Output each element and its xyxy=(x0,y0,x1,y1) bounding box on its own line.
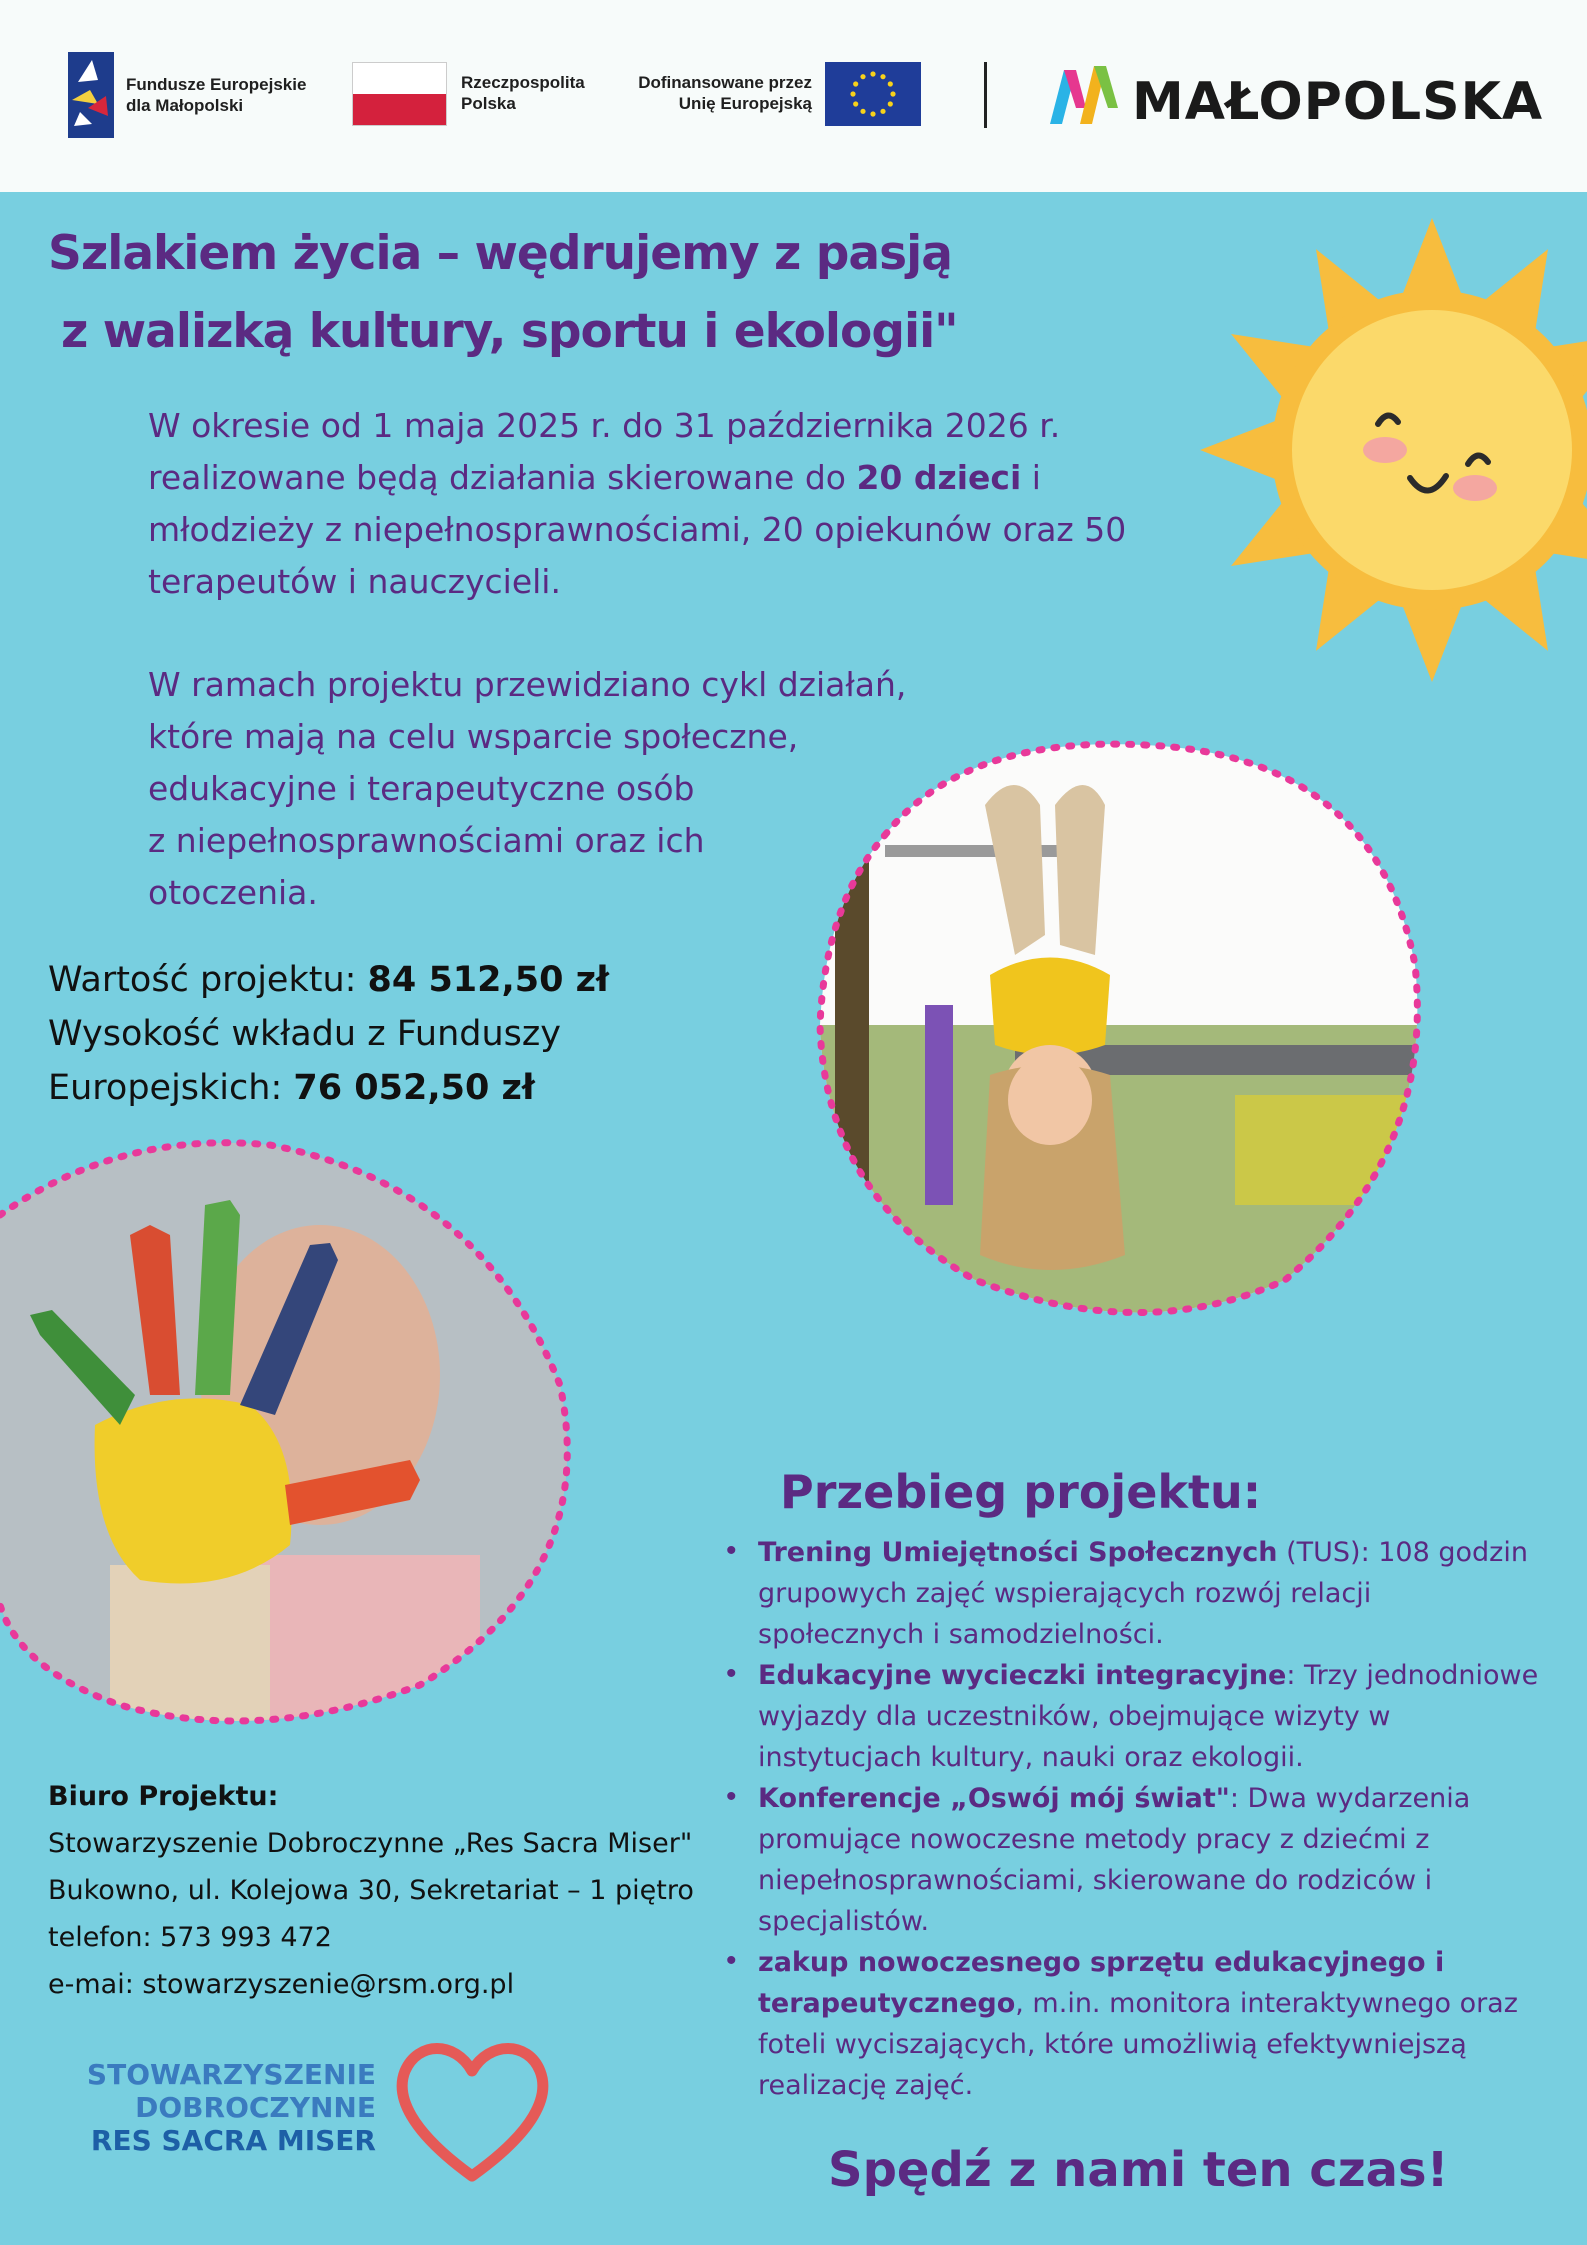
eu-star xyxy=(880,74,885,79)
intro-p1-line3: młodzieży z niepełnosprawnościami, 20 opiekunów oraz 50 xyxy=(148,510,1127,549)
bullet-icon: • xyxy=(726,1657,737,1690)
eu-star xyxy=(888,81,893,86)
fe-line2: dla Małopolski xyxy=(126,96,244,115)
office-address: Bukowno, ul. Kolejowa 30, Sekretariat – 1 piętro xyxy=(48,1875,694,1906)
eu-logo-text xyxy=(620,72,812,114)
intro-p2-line2: które mają na celu wsparcie społeczne, xyxy=(148,717,799,756)
eu-star xyxy=(880,109,885,114)
malopolska-logo-icon xyxy=(1050,62,1120,126)
rsm-logo-text: STOWARZYSZENIE DOBROCZYNNE RES SACRA MISER xyxy=(86,2058,376,2157)
przebieg-heading: Przebieg projektu: xyxy=(780,1465,1262,1519)
eu-line1: Dofinansowane przez xyxy=(638,73,812,92)
page-title xyxy=(48,226,958,360)
bullet-icon: • xyxy=(726,1944,737,1977)
rp-logo-text xyxy=(461,72,585,114)
fe-logo-text xyxy=(126,74,306,116)
office-org-name: Stowarzyszenie Dobroczynne „Res Sacra Miser" xyxy=(48,1828,693,1859)
photo-painted-hand xyxy=(0,1125,590,1735)
project-value: Wartość projektu: 84 512,50 zł Wysokość wkładu z Funduszy Europejskich: 76 052,50 zł xyxy=(48,960,610,1108)
project-value-amount: 84 512,50 zł xyxy=(367,960,610,1000)
eu-star xyxy=(860,109,865,114)
call-to-action: Spędź z nami ten czas! xyxy=(828,2142,1449,2198)
office-heading: Biuro Projektu: xyxy=(48,1781,279,1812)
eu-star xyxy=(890,91,895,96)
rp-line2: Polska xyxy=(461,94,516,113)
office-email: e-mai: stowarzyszenie@rsm.org.pl xyxy=(48,1969,515,2000)
eu-star xyxy=(870,71,875,76)
intro-p1-line4: terapeutów i nauczycieli. xyxy=(148,562,561,601)
malopolska-text: MAŁOPOLSKA xyxy=(1132,72,1544,132)
bullet-icon: • xyxy=(726,1534,737,1567)
eu-star xyxy=(888,101,893,106)
eu-flag-icon xyxy=(825,62,921,126)
eu-star xyxy=(853,101,858,106)
eu-star xyxy=(860,74,865,79)
bullet-icon: • xyxy=(726,1780,737,1813)
rp-line1: Rzeczpospolita xyxy=(461,73,585,92)
intro-paragraph-1 xyxy=(148,400,1208,608)
intro-p1-line1: W okresie od 1 maja 2025 r. do 31 października 2026 r. xyxy=(148,406,1061,445)
intro-p2-line1: W ramach projektu przewidziano cykl działań, xyxy=(148,665,907,704)
fe-logo-icon xyxy=(68,52,114,138)
przebieg-item-2: Edukacyjne wycieczki integracyjne: Trzy jednodniowe wyjazdy dla uczestników, obejmujące wizyty w instytucjach kultury, nauki oraz ekologii. xyxy=(758,1660,1539,1773)
intro-p1-line2: realizowane będą działania skierowane do 20 dzieci i xyxy=(148,458,1041,497)
highlight-20-dzieci: 20 dzieci xyxy=(856,458,1022,497)
sun-illustration-icon xyxy=(1200,210,1587,690)
intro-p2-line4: z niepełnosprawnościami oraz ich xyxy=(148,821,705,860)
office-phone: telefon: 573 993 472 xyxy=(48,1922,332,1953)
heart-logo-icon xyxy=(390,2036,555,2186)
eu-line2: Unię Europejską xyxy=(678,94,812,113)
project-office xyxy=(48,1773,694,2008)
polish-flag-icon xyxy=(352,62,447,126)
intro-p2-line5: otoczenia. xyxy=(148,873,318,912)
title-line2: z walizką kultury, sportu i ekologii" xyxy=(61,304,958,359)
przebieg-item-1: Trening Umiejętności Społecznych (TUS): 108 godzin grupowych zajęć wspierających rozwój relacji społecznych i samodzielności. xyxy=(758,1537,1528,1650)
logo-bar xyxy=(0,0,1587,192)
przebieg-item-4: zakup nowoczesnego sprzętu edukacyjnego i terapeutycznego, m.in. monitora interaktywnego oraz foteli wyciszających, które umożliwią efektywniejszą realizację zajęć. xyxy=(758,1947,1518,2101)
eu-star xyxy=(853,81,858,86)
przebieg-item-3: Konferencje „Oswój mój świat": Dwa wydarzenia promujące nowoczesne metody pracy z dziećmi z niepełnosprawnościami, skierowane do rodziców i specjalistów. xyxy=(758,1783,1471,1937)
fe-line1: Fundusze Europejskie xyxy=(126,75,307,94)
title-line1: Szlakiem życia – wędrujemy z pasją xyxy=(48,226,952,281)
intro-p2-line3: edukacyjne i terapeutyczne osób xyxy=(148,769,695,808)
eu-contribution-amount: 76 052,50 zł xyxy=(293,1068,535,1108)
logo-separator xyxy=(984,62,987,128)
eu-star xyxy=(870,111,875,116)
photo-girl-hanging xyxy=(815,725,1455,1345)
eu-star xyxy=(850,91,855,96)
